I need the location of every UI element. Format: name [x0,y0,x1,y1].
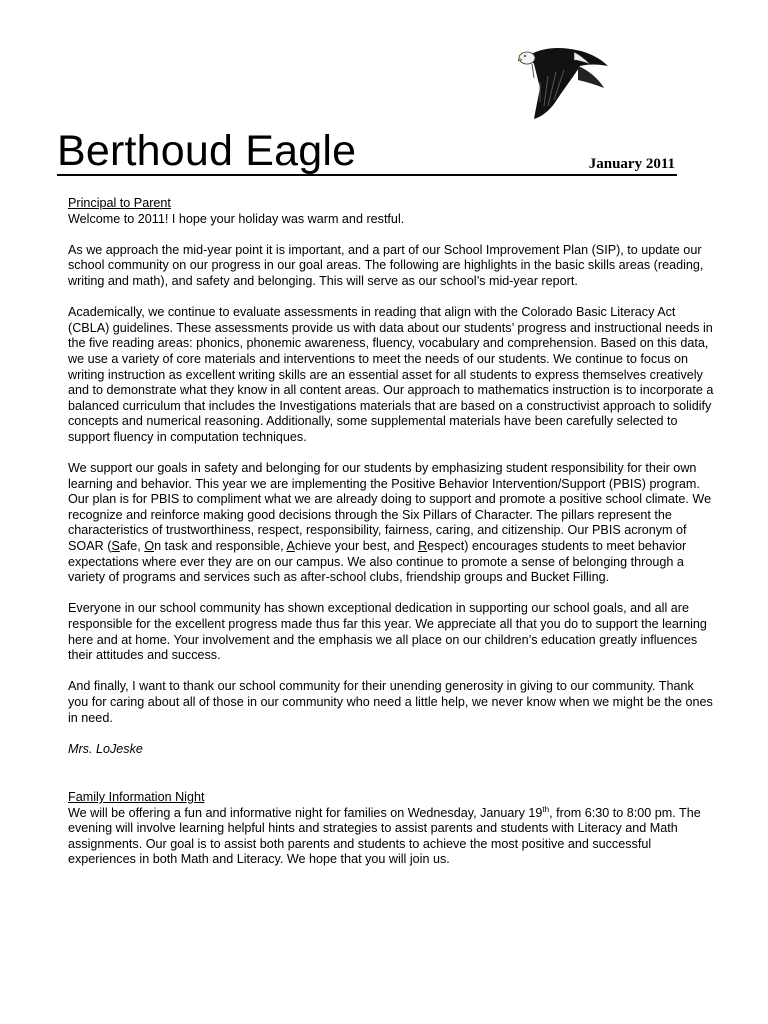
issue-date: January 2011 [588,156,675,172]
signature: Mrs. LoJeske [68,741,143,756]
paragraph-family-night: We will be offering a fun and informative night for families on Wednesday, January 19th, from 6:30 to 8:00 pm. The evening will involve learning helpful hints and strategies to assist parents and students with Literacy and Math assignments. Our goal is to assist both parents and students to achieve the most positive and successful experiences in both Math and Literacy. We hope that you will join us. [68,804,701,867]
paragraph-intro: Welcome to 2011! I hope your holiday was warm and restful. [68,211,405,226]
eagle-icon [518,42,610,120]
paragraph-thanks: And finally, I want to thank our school community for their unending generosity in giving to our community. Thank you for caring about all of those in our community who need a little help, we never know when we might be the ones in need. [68,679,713,725]
paragraph-dedication: Everyone in our school community has shown exceptional dedication in supporting our school goals, and all are responsible for the excellent progress made thus far this year. We appreciate all that you do to support the learning here and at home. Your involvement and the emphasis we all place on our children’s education greatly influences their attitudes and success. [68,601,707,663]
section-heading-principal: Principal to Parent [68,196,171,210]
article-body [68,196,716,884]
paragraph-safety: We support our goals in safety and belonging for our students by emphasizing student responsibility for their own learning and behavior. This year we are implementing the Positive Behavior Intervention/Support (PBIS) program. Our plan is for PBIS to compliment what we are already doing to support and promote a positive school climate. We recognize and reinforce making good decisions through the Six Pillars of Character. The pillars represent the characteristics of trustworthiness, respect, responsibility, fairness, caring, and citizenship. Our PBIS acronym of SOAR (Safe, On task and responsible, Achieve your best, and Respect) encourages students to meet behavior expectations where ever they are on our campus. We also continue to promote a sense of belonging through a variety of programs and services such as after-school clubs, friendship groups and Bucket Filling. [68,461,712,585]
paragraph-mid-year: As we approach the mid-year point it is important, and a part of our School Improvement Plan (SIP), to update our school community on our progress in our goal areas. The following are highlights in the basic skills areas (reading, writing and math), and safety and belonging. This will serve as our school’s mid-year report. [68,242,704,288]
section-heading-family-night: Family Information Night [68,789,205,804]
paragraph-academics: Academically, we continue to evaluate assessments in reading that align with the Colorado Basic Literacy Act (CBLA) guidelines. These assessments provide us with data about our students’ progress and instructional needs in the five reading areas: phonics, phonemic awareness, fluency, vocabulary and comprehension. Based on this data, we use a variety of core materials and interventions to meet the needs of our students. We continue to focus on writing instruction as excellent writing skills are an essential asset for all students to express themselves creatively and to demonstrate what they know in all content areas. Our approach to mathematics instruction is to incorporate a balanced curriculum that includes the Investigations materials that are based on a constructivist approach to solidify concepts and numerical reasoning. Additionally, some supplemental materials have been carefully selected to support fluency in computation techniques. [68,305,714,444]
newsletter-title: Berthoud Eagle [57,127,357,175]
masthead [57,128,677,176]
